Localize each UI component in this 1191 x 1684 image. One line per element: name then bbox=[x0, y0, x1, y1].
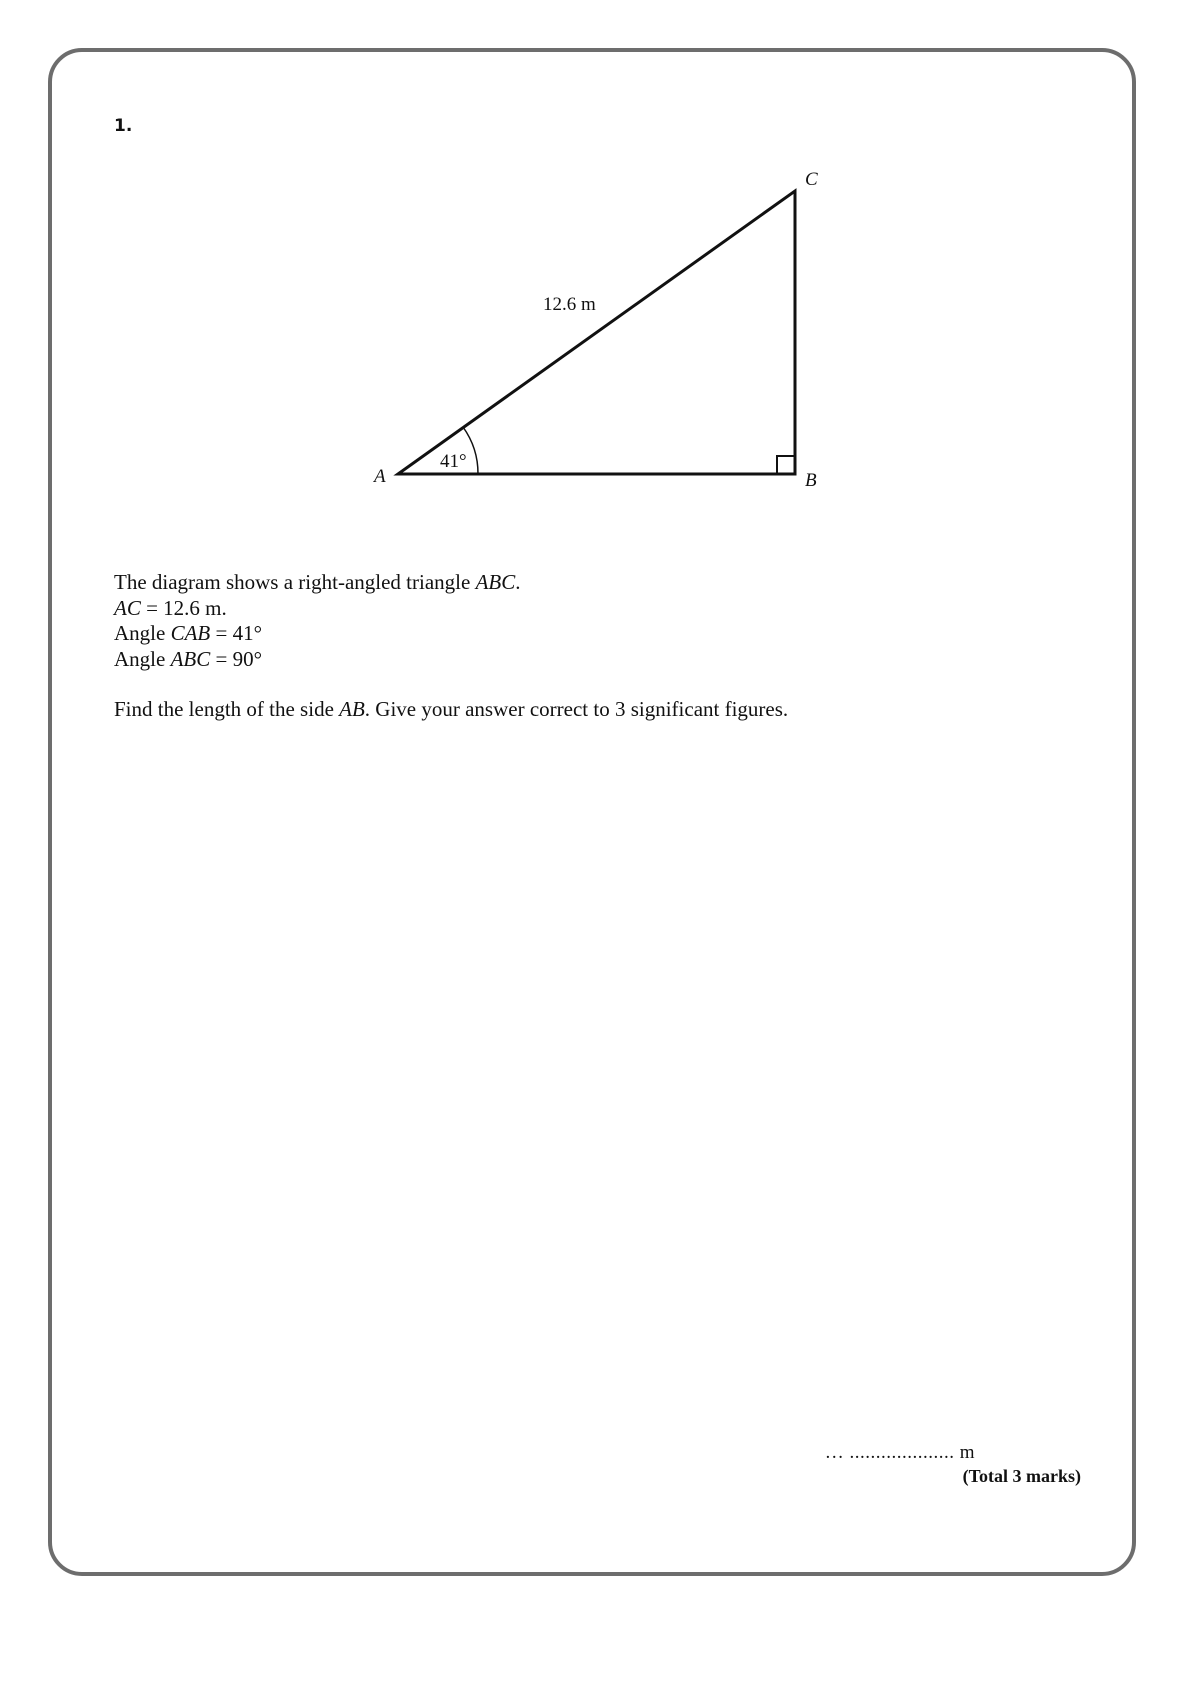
angle-label: 41° bbox=[440, 451, 467, 472]
answer-line[interactable]: … .................... m bbox=[824, 1442, 975, 1463]
hypotenuse-length-label: 12.6 m bbox=[543, 294, 596, 315]
right-angle-marker bbox=[777, 456, 795, 474]
statement-line-1: The diagram shows a right-angled triangle ABC. bbox=[114, 570, 521, 594]
statement-line-2: AC = 12.6 m. bbox=[114, 595, 227, 620]
question-number: 1. bbox=[114, 116, 133, 136]
vertex-label-b: B bbox=[805, 470, 817, 491]
statement-line-4: Angle ABC = 90° bbox=[114, 646, 262, 671]
question-task: Find the length of the side AB. Give your answer correct to 3 significant figures. bbox=[114, 697, 789, 721]
vertex-label-c: C bbox=[805, 169, 818, 190]
triangle-abc bbox=[398, 191, 795, 474]
total-marks: (Total 3 marks) bbox=[962, 1466, 1081, 1486]
vertex-label-a: A bbox=[374, 466, 386, 487]
question-statements bbox=[114, 570, 520, 672]
statement-line-3: Angle CAB = 41° bbox=[114, 621, 262, 645]
